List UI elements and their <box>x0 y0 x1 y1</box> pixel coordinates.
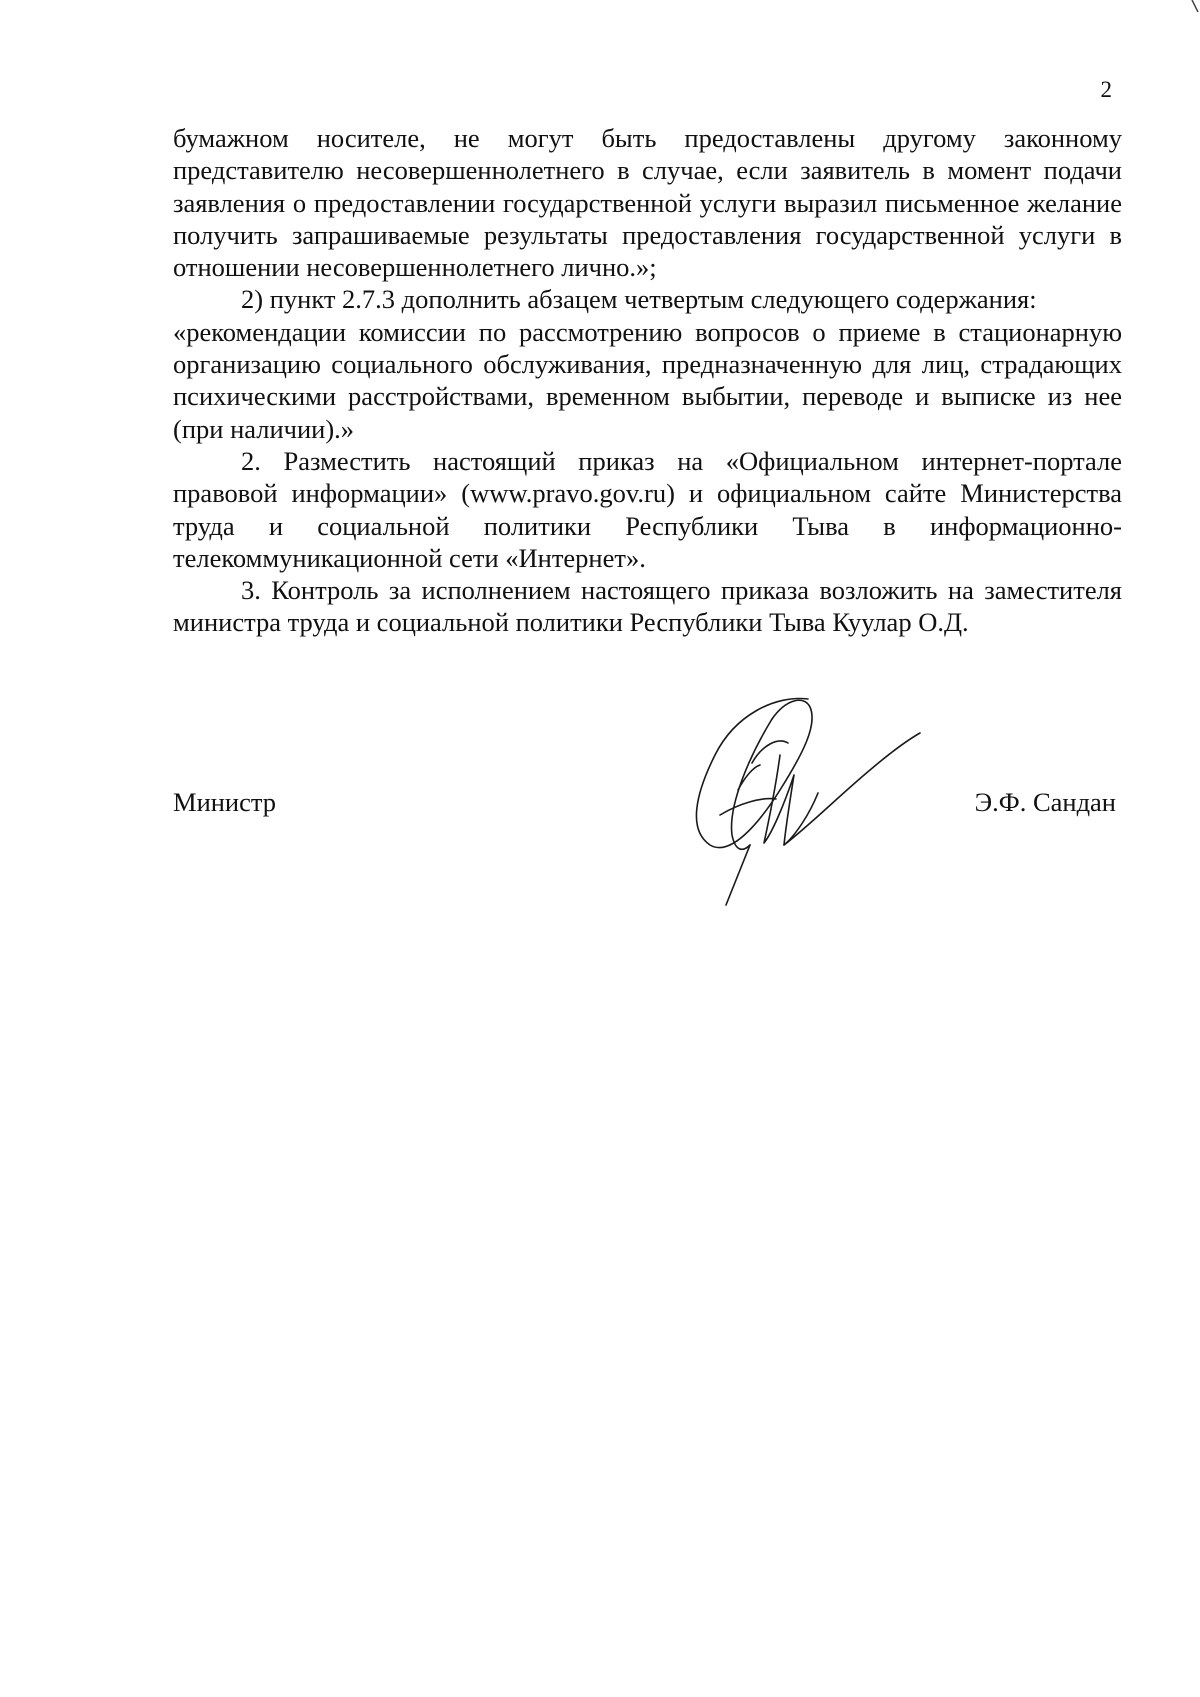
page-number: 2 <box>1100 77 1112 102</box>
signatory-position: Министр <box>173 787 277 817</box>
document-body <box>173 122 1122 639</box>
paragraph-clause-3: 3. Контроль за исполнением настоящего приказа возложить на заместителя министра труда и социальной политики Республики Тыва Куулар О.Д. <box>173 575 1122 638</box>
paragraph-quote: «рекомендации комиссии по рассмотрению вопросов о приеме в стационарную организацию социального обслуживания, предназначенную для лиц, страдающих психическими расстройствами, временном выбытии, переводе и выписке из нее (при наличии).» <box>173 316 1122 444</box>
signatory-name: Э.Ф. Сандан <box>974 787 1116 817</box>
paragraph-clause-2: 2. Разместить настоящий приказ на «Официальном интернет-портале правовой информации» (www.pravo.gov.ru) и официальном сайте Министерства труда и социальной политики Республики Тыва в информационно-телекоммуникационной сети «Интернет». <box>173 445 1122 573</box>
scan-corner-mark <box>1188 0 1200 14</box>
paragraph-item-2: 2) пункт 2.7.3 дополнить абзацем четвертым следующего содержания: <box>241 284 1037 315</box>
handwritten-signature <box>680 685 940 910</box>
paragraph-continuation: бумажном носителе, не могут быть предоставлены другому законному представителю несовершеннолетнего в случае, если заявитель в момент подачи заявления о предоставлении государственной услуги выразил письменное желание получить запрашиваемые результаты предоставления государственной услуги в отношении несовершеннолетнего лично.»; <box>173 123 1122 283</box>
